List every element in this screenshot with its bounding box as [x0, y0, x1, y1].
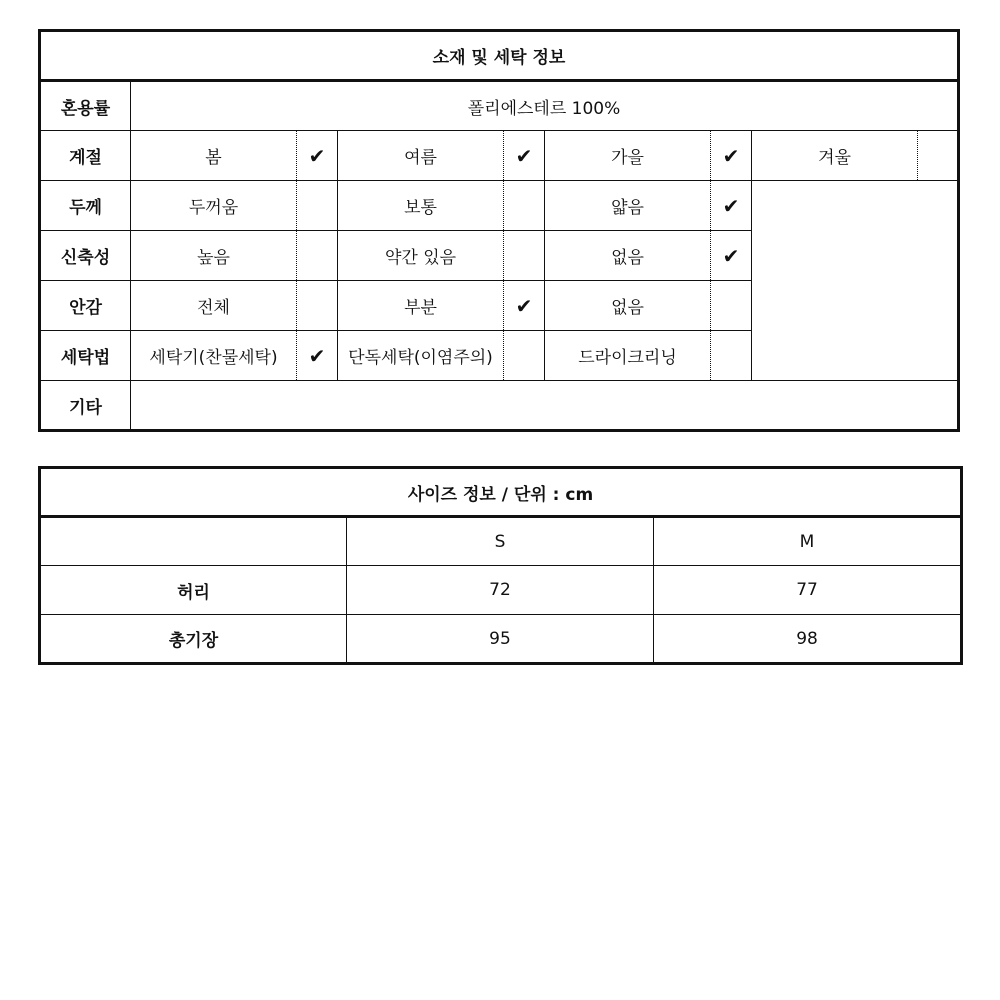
row-label-thickness: 두께: [40, 181, 131, 231]
option-summer: 여름: [338, 131, 504, 181]
row-label-lining: 안감: [40, 281, 131, 331]
row-label-blend: 혼용률: [40, 81, 131, 131]
check-cell-empty: [504, 231, 545, 281]
etc-value: [131, 381, 959, 431]
row-label-etc: 기타: [40, 381, 131, 431]
table-row: [40, 615, 962, 664]
length-m-value: 98: [654, 615, 962, 664]
blend-value: 폴리에스테르 100%: [131, 81, 959, 131]
option-full: 전체: [131, 281, 297, 331]
waist-s-value: 72: [347, 566, 654, 615]
option-separate-wash: 단독세탁(이염주의): [338, 331, 504, 381]
checkmark-icon: ✔: [711, 231, 752, 281]
size-table-title: 사이즈 정보 / 단위 : cm: [40, 468, 962, 517]
row-label-total-length: 총기장: [40, 615, 347, 664]
option-dry-clean: 드라이크리닝: [545, 331, 711, 381]
material-care-table: [38, 29, 960, 432]
check-cell-empty: [918, 131, 959, 181]
checkmark-icon: ✔: [297, 131, 338, 181]
table-row: [40, 381, 959, 431]
option-machine-wash: 세탁기(찬물세탁): [131, 331, 297, 381]
option-winter: 겨울: [752, 131, 918, 181]
checkmark-icon: ✔: [297, 331, 338, 381]
check-cell-empty: [504, 181, 545, 231]
check-cell-empty: [711, 281, 752, 331]
option-autumn: 가을: [545, 131, 711, 181]
checkmark-icon: ✔: [504, 281, 545, 331]
option-slight: 약간 있음: [338, 231, 504, 281]
length-s-value: 95: [347, 615, 654, 664]
option-none: 없음: [545, 281, 711, 331]
check-cell-empty: [504, 331, 545, 381]
row-label-stretch: 신축성: [40, 231, 131, 281]
table-row: [40, 517, 962, 566]
option-high: 높음: [131, 231, 297, 281]
table-row: [40, 181, 959, 231]
size-header-empty: [40, 517, 347, 566]
checkmark-icon: ✔: [711, 131, 752, 181]
check-cell-empty: [711, 331, 752, 381]
check-cell-empty: [297, 181, 338, 231]
checkmark-icon: ✔: [711, 181, 752, 231]
check-cell-empty: [297, 281, 338, 331]
row-label-washing: 세탁법: [40, 331, 131, 381]
table-row: [40, 131, 959, 181]
option-thick: 두꺼움: [131, 181, 297, 231]
empty-cell: [752, 181, 959, 381]
option-spring: 봄: [131, 131, 297, 181]
option-normal: 보통: [338, 181, 504, 231]
row-label-season: 계절: [40, 131, 131, 181]
size-info-table: [38, 466, 963, 665]
waist-m-value: 77: [654, 566, 962, 615]
option-partial: 부분: [338, 281, 504, 331]
check-cell-empty: [297, 231, 338, 281]
option-none: 없음: [545, 231, 711, 281]
material-table-title: 소재 및 세탁 정보: [40, 31, 959, 81]
row-label-waist: 허리: [40, 566, 347, 615]
size-header-s: S: [347, 517, 654, 566]
checkmark-icon: ✔: [504, 131, 545, 181]
table-row: [40, 566, 962, 615]
option-thin: 얇음: [545, 181, 711, 231]
table-row: [40, 81, 959, 131]
size-header-m: M: [654, 517, 962, 566]
